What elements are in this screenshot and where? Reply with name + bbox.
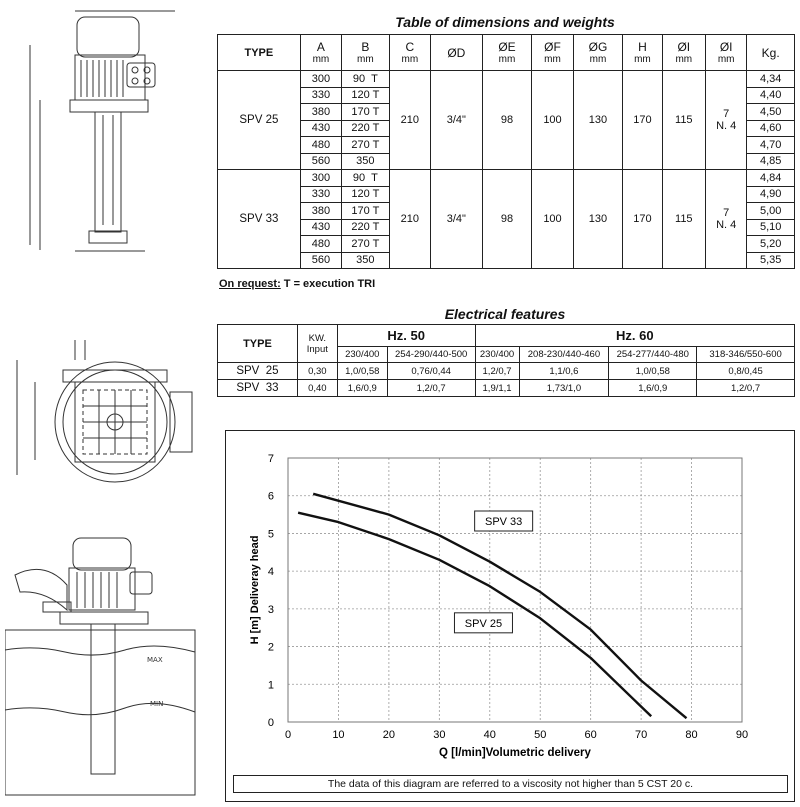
y-tick-label: 5	[267, 528, 274, 541]
dim-b-cell: 90 T	[342, 170, 390, 187]
elec-current-cell: 1,2/0,7	[387, 380, 475, 397]
dim-kg-cell: 4,50	[747, 104, 795, 121]
elec-current-cell: 1,6/0,9	[337, 380, 387, 397]
dim-header-0: TYPE	[218, 35, 301, 71]
dim-header-unit: mm	[498, 54, 516, 65]
x-tick-label: 40	[483, 729, 496, 741]
plot-area	[288, 458, 742, 722]
dim-f-cell: 100	[532, 71, 573, 170]
dim-header-name: ØG	[588, 40, 608, 54]
svg-text:MIN: MIN	[150, 700, 164, 708]
dim-a-cell: 480	[300, 236, 341, 253]
dim-d-cell: 3/4"	[431, 71, 483, 170]
dimensions-title: Table of dimensions and weights	[395, 14, 615, 30]
dim-header-unit: mm	[312, 54, 330, 65]
elec-current-cell: 0,8/0,45	[697, 363, 795, 380]
dim-header-unit: mm	[357, 54, 374, 65]
elec-kw-cell: 0,40	[297, 380, 337, 397]
dim-header-unit: mm	[401, 54, 419, 65]
elec-row	[218, 363, 795, 380]
dim-header-name: Kg.	[761, 45, 780, 60]
dim-a-cell: 430	[300, 219, 341, 236]
elec-type-cell: SPV 25	[218, 363, 298, 380]
dim-b-cell: 270 T	[342, 137, 390, 154]
dim-kg-cell: 4,90	[747, 186, 795, 203]
electrical-table	[217, 324, 795, 397]
dim-header-1	[300, 35, 341, 71]
dim-b-cell: 350	[342, 153, 390, 170]
x-tick-label: 50	[534, 729, 547, 741]
dim-header-5	[482, 35, 532, 71]
dim-header-4	[431, 35, 483, 71]
dim-f-cell: 100	[532, 170, 573, 269]
dim-c-cell: 210	[389, 71, 430, 170]
kw-header-line2: Input	[306, 343, 328, 355]
dim-a-cell: 560	[300, 252, 341, 269]
dim-header-10	[706, 35, 747, 71]
dim-b-cell: 220 T	[342, 120, 390, 137]
dim-b-cell: 170 T	[342, 203, 390, 220]
dim-b-cell: 90 T	[342, 71, 390, 88]
dim-a-cell: 380	[300, 203, 341, 220]
y-tick-label: 0	[267, 717, 274, 729]
dim-kg-cell: 4,85	[747, 153, 795, 170]
x-tick-label: 10	[332, 729, 345, 741]
dim-a-cell: 430	[300, 120, 341, 137]
dim-i2-value: 7	[723, 207, 730, 219]
dim-b-cell: 270 T	[342, 236, 390, 253]
voltage-header: 254-277/440-480	[609, 347, 697, 363]
dim-kg-cell: 4,60	[747, 120, 795, 137]
dim-b-cell: 220 T	[342, 219, 390, 236]
dim-row	[218, 170, 795, 187]
performance-chart	[226, 431, 792, 799]
dim-i2-cell	[706, 170, 747, 269]
dim-a-cell: 300	[300, 170, 341, 187]
dim-kg-cell: 5,35	[747, 252, 795, 269]
elec-type-cell: SPV 33	[218, 380, 298, 397]
pump-side-drawing	[15, 5, 190, 255]
dim-header-name: ØI	[677, 40, 691, 54]
series-annotation: SPV 33	[484, 516, 523, 528]
dim-header-name: ØD	[447, 45, 466, 60]
dim-h-cell: 115	[662, 170, 705, 269]
dim-header-11	[747, 35, 795, 71]
elec-current-cell: 0,76/0,44	[387, 363, 475, 380]
series-annotation: SPV 25	[464, 617, 503, 630]
elec-current-cell: 1,6/0,9	[609, 380, 697, 397]
voltage-header: 254-290/440-500	[387, 347, 475, 363]
dim-a-cell: 560	[300, 153, 341, 170]
x-tick-label: 80	[685, 729, 698, 741]
dim-i-cell: 170	[623, 71, 662, 170]
dim-header-3	[389, 35, 430, 71]
dim-a-cell: 300	[300, 71, 341, 88]
dim-header-8	[623, 35, 662, 71]
dim-kg-cell: 4,84	[747, 170, 795, 187]
dim-i2-value: 7	[723, 108, 730, 120]
chart-footnote-box	[233, 775, 788, 793]
y-tick-label: 1	[267, 679, 274, 692]
dim-header-6	[532, 35, 573, 71]
dim-b-cell: 170 T	[342, 104, 390, 121]
dim-c-cell: 210	[389, 170, 430, 269]
on-request-text: T = execution TRI	[283, 278, 376, 290]
dim-kg-cell: 5,20	[747, 236, 795, 253]
elec-current-cell: 1,2/0,7	[475, 363, 519, 380]
hz60-header: Hz. 60	[475, 325, 794, 347]
dim-kg-cell: 4,34	[747, 71, 795, 88]
dim-header-unit: mm	[717, 54, 735, 65]
elec-current-cell: 1,1/0,6	[519, 363, 609, 380]
dim-header-7	[573, 35, 623, 71]
dim-a-cell: 380	[300, 104, 341, 121]
dim-header-name: B	[361, 40, 370, 54]
elec-current-cell: 1,9/1,1	[475, 380, 519, 397]
elec-current-cell: 1,0/0,58	[337, 363, 387, 380]
dim-g-cell: 130	[573, 170, 623, 269]
dim-header-2	[342, 35, 390, 71]
pump-install-drawing	[5, 530, 205, 800]
y-tick-label: 3	[267, 603, 274, 616]
dim-e-cell: 98	[482, 71, 532, 170]
dim-header-name: H	[638, 40, 647, 54]
dim-i2-count: N. 4	[716, 120, 737, 132]
dim-header-unit: mm	[589, 54, 607, 65]
x-tick-label: 20	[382, 729, 396, 741]
dim-d-cell: 3/4"	[431, 170, 483, 269]
on-request-label: On request:	[219, 278, 281, 290]
x-tick-label: 30	[433, 729, 446, 741]
y-tick-label: 4	[267, 566, 274, 579]
dim-a-cell: 480	[300, 137, 341, 154]
dim-a-cell: 330	[300, 87, 341, 104]
dim-i2-cell	[706, 71, 747, 170]
y-axis-label: H [m] Deliveray head	[249, 535, 261, 645]
voltage-header: 230/400	[337, 347, 387, 363]
dim-kg-cell: 4,40	[747, 87, 795, 104]
dim-header-name: A	[316, 40, 325, 54]
dim-header-unit: mm	[544, 54, 561, 65]
svg-text:MAX: MAX	[147, 656, 163, 664]
dim-kg-cell: 5,00	[747, 203, 795, 220]
kw-header-line1: KW.	[308, 332, 327, 344]
on-request-note	[219, 278, 375, 290]
elec-row	[218, 380, 795, 397]
dim-i-cell: 170	[623, 170, 662, 269]
dim-kg-cell: 4,70	[747, 137, 795, 154]
elec-current-cell: 1,2/0,7	[697, 380, 795, 397]
dim-header-name: C	[405, 40, 415, 54]
pump-top-drawing	[5, 330, 205, 495]
x-tick-label: 70	[634, 729, 648, 741]
dim-header-9	[662, 35, 705, 71]
hz50-header: Hz. 50	[337, 325, 475, 347]
elec-current-cell: 1,0/0,58	[609, 363, 697, 380]
y-tick-label: 7	[267, 453, 274, 465]
voltage-header: 230/400	[475, 347, 519, 363]
x-tick-label: 90	[735, 729, 749, 741]
dim-e-cell: 98	[482, 170, 532, 269]
dim-row	[218, 71, 795, 88]
x-tick-label: 60	[584, 729, 597, 741]
elec-current-cell: 1,73/1,0	[519, 380, 609, 397]
dim-g-cell: 130	[573, 71, 623, 170]
dim-kg-cell: 5,10	[747, 219, 795, 236]
y-tick-label: 2	[267, 641, 274, 654]
dim-b-cell: 120 T	[342, 186, 390, 203]
dim-b-cell: 120 T	[342, 87, 390, 104]
dim-header-name: ØE	[498, 40, 516, 54]
y-tick-label: 6	[267, 490, 274, 503]
dim-type-cell: SPV 33	[218, 170, 301, 269]
dim-b-cell: 350	[342, 252, 390, 269]
elec-type-header: TYPE	[218, 325, 298, 363]
voltage-header: 318-346/550-600	[697, 347, 795, 363]
dim-header-name: ØI	[719, 40, 733, 54]
dim-header-unit: mm	[634, 54, 651, 65]
kw-input-header	[297, 325, 337, 363]
dim-header-name: ØF	[544, 40, 561, 54]
x-tick-label: 0	[284, 729, 292, 741]
x-axis-label: Q [l/min]Volumetric delivery	[439, 747, 591, 759]
dim-h-cell: 115	[662, 71, 705, 170]
dim-i2-count: N. 4	[716, 219, 737, 231]
dim-type-cell: SPV 25	[218, 71, 301, 170]
voltage-header: 208-230/440-460	[519, 347, 609, 363]
electrical-title: Electrical features	[444, 306, 566, 322]
dim-a-cell: 330	[300, 186, 341, 203]
elec-kw-cell: 0,30	[297, 363, 337, 380]
chart-footnote: The data of this diagram are referred to a viscosity not higher than 5 CST 20 c.	[327, 778, 694, 790]
dimensions-table	[217, 34, 795, 269]
dim-header-unit: mm	[675, 54, 693, 65]
